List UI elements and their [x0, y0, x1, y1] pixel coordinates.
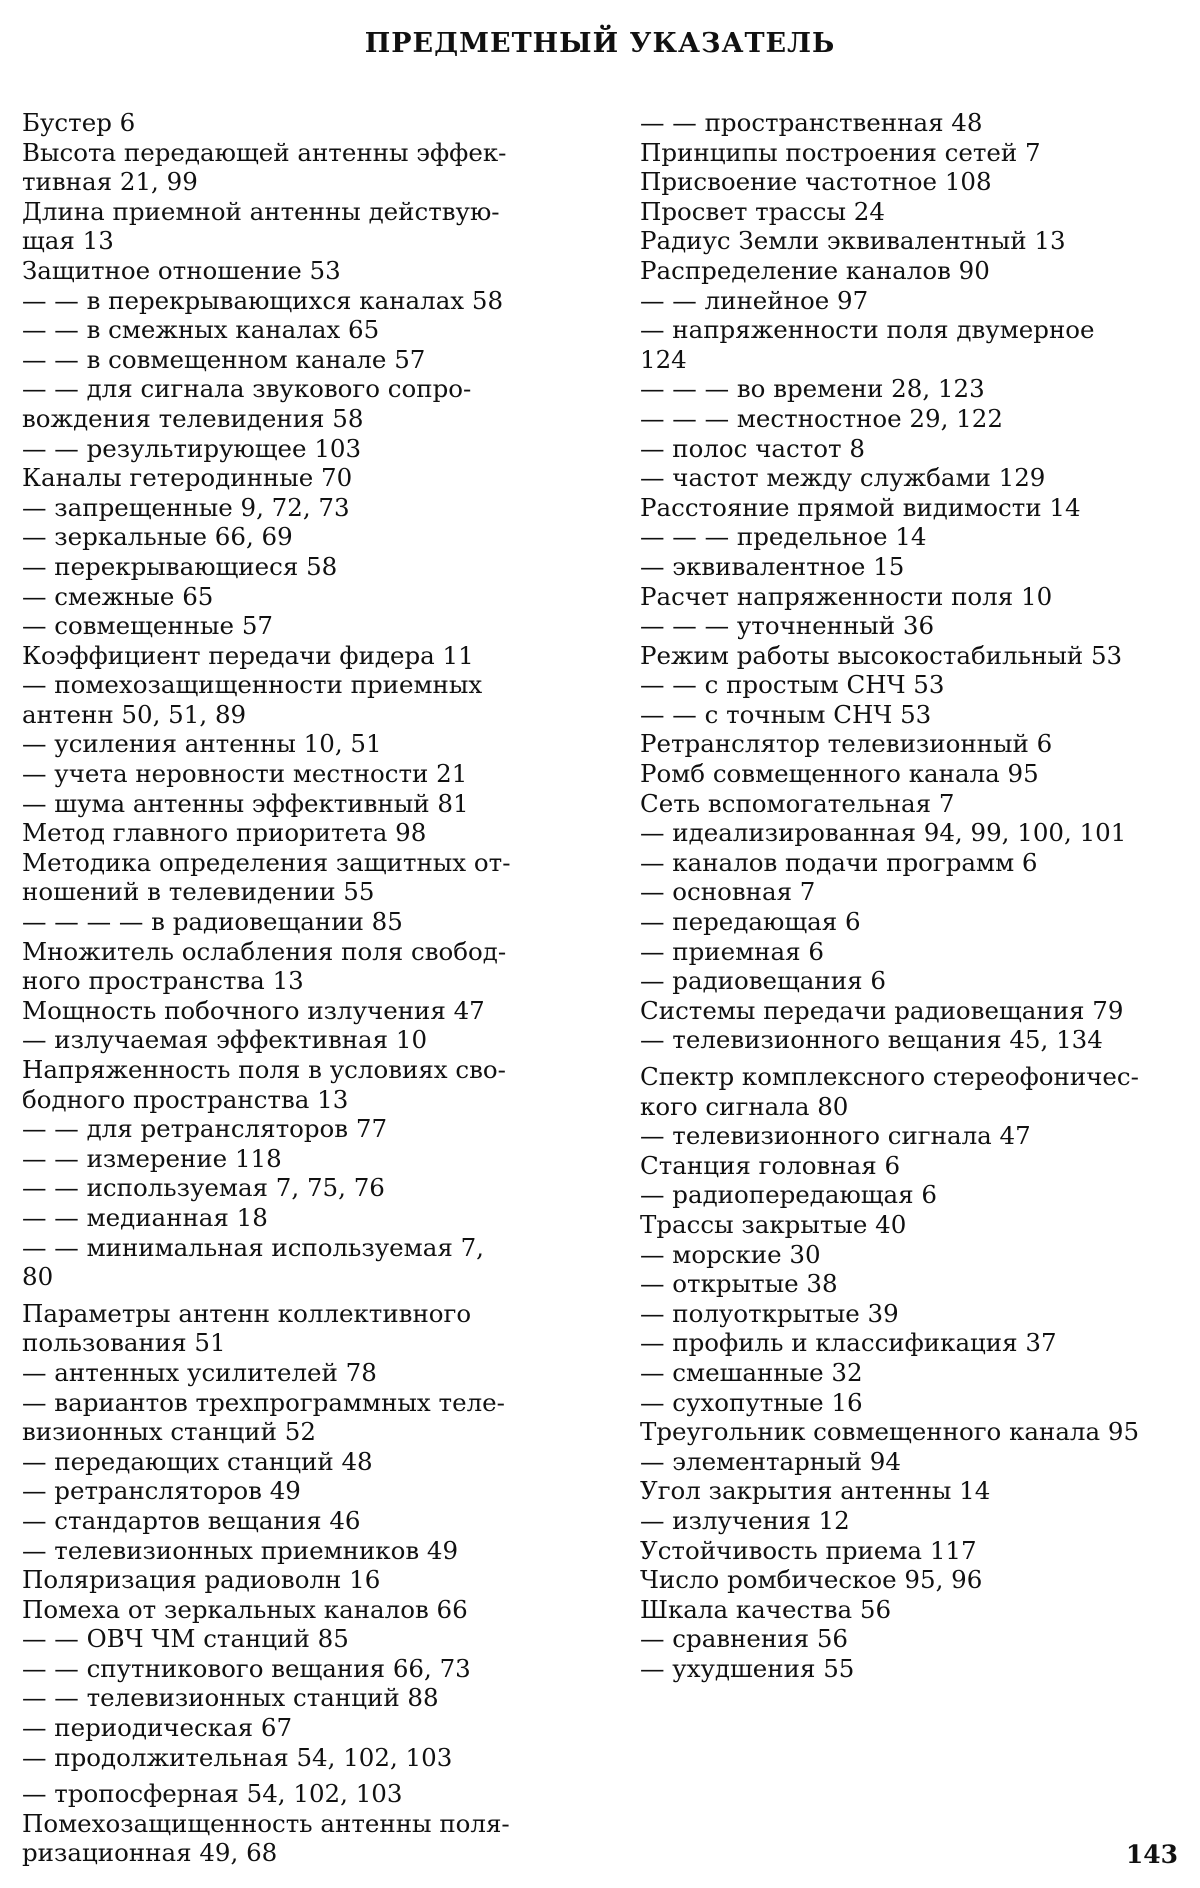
- index-entry: Ромб совмещенного канала 95: [640, 759, 1039, 789]
- index-entry: Параметры антенн коллективного: [22, 1298, 472, 1328]
- index-entry: — телевизионного вещания 45, 134: [640, 1025, 1103, 1055]
- index-entry: — — для ретрансляторов 77: [22, 1114, 388, 1144]
- index-entry: — телевизионного сигнала 47: [640, 1121, 1031, 1151]
- index-entry: — усиления антенны 10, 51: [22, 729, 382, 759]
- index-entry: — передающая 6: [640, 907, 861, 937]
- index-entry: Сеть вспомогательная 7: [640, 788, 955, 818]
- index-entry: Помехозащищенность антенны поля-: [22, 1808, 510, 1838]
- index-entry: — учета неровности местности 21: [22, 759, 468, 789]
- index-entry: — — — предельное 14: [640, 522, 927, 552]
- index-entry: — излучаемая эффективная 10: [22, 1025, 428, 1055]
- index-entry: Длина приемной антенны действую-: [22, 196, 500, 226]
- index-entry: — основная 7: [640, 877, 816, 907]
- index-entry: — перекрывающиеся 58: [22, 551, 338, 581]
- index-entry: 124: [640, 344, 687, 374]
- index-entry: Расчет напряженности поля 10: [640, 581, 1053, 611]
- index-entry: — смешанные 32: [640, 1357, 863, 1387]
- index-entry: — полос частот 8: [640, 433, 865, 463]
- index-entry: — смежные 65: [22, 581, 214, 611]
- index-entry: кого сигнала 80: [640, 1091, 849, 1121]
- index-entry: Трассы закрытые 40: [640, 1209, 907, 1239]
- index-entry: — — в перекрывающихся каналах 58: [22, 285, 504, 315]
- page-title: ПРЕДМЕТНЫЙ УКАЗАТЕЛЬ: [364, 28, 836, 59]
- index-entry: 80: [22, 1262, 54, 1292]
- index-entry: Высота передающей антенны эффек-: [22, 137, 507, 167]
- index-entry: — профиль и классификация 37: [640, 1328, 1057, 1358]
- index-entry: — радиопередающая 6: [640, 1180, 937, 1210]
- index-entry: — тропосферная 54, 102, 103: [22, 1779, 403, 1809]
- index-entry: — — в совмещенном канале 57: [22, 344, 426, 374]
- index-entry: — шума антенны эффективный 81: [22, 788, 469, 818]
- index-entry: — периодическая 67: [22, 1713, 293, 1743]
- index-entry: Бустер 6: [22, 108, 136, 137]
- index-column-left: [22, 108, 562, 1868]
- index-entry: — частот между службами 129: [640, 463, 1046, 493]
- index-entry: — каналов подачи программ 6: [640, 847, 1038, 877]
- index-entry: — радиовещания 6: [640, 966, 886, 996]
- index-entry: Устойчивость приема 117: [640, 1535, 977, 1565]
- index-entry: — напряженности поля двумерное: [640, 315, 1095, 345]
- index-entry: Расстояние прямой видимости 14: [640, 492, 1081, 522]
- index-entry: — — линейное 97: [640, 285, 869, 315]
- index-entry: Защитное отношение 53: [22, 255, 341, 285]
- index-entry: ношений в телевидении 55: [22, 877, 375, 907]
- index-entry: — — минимальная используемая 7,: [22, 1232, 484, 1262]
- index-entry: ризационная 49, 68: [22, 1838, 278, 1868]
- index-entry: — открытые 38: [640, 1269, 838, 1299]
- index-entry: — — медианная 18: [22, 1202, 268, 1232]
- index-entry: — ретрансляторов 49: [22, 1476, 301, 1506]
- index-entry: Ретранслятор телевизионный 6: [640, 729, 1053, 759]
- index-entry: Станция головная 6: [640, 1150, 901, 1180]
- index-entry: — морские 30: [640, 1239, 821, 1269]
- index-entry: Поляризация радиоволн 16: [22, 1565, 381, 1595]
- index-entry: Методика определения защитных от-: [22, 847, 511, 877]
- index-entry: — антенных усилителей 78: [22, 1357, 377, 1387]
- index-entry: Мощность побочного излучения 47: [22, 995, 485, 1025]
- index-entry: — — — — в радиовещании 85: [22, 907, 403, 937]
- index-entry: — — пространственная 48: [640, 108, 983, 137]
- index-entry: тивная 21, 99: [22, 167, 198, 197]
- index-entry: Радиус Земли эквивалентный 13: [640, 226, 1066, 256]
- index-entry: ного пространства 13: [22, 966, 304, 996]
- index-entry: — — спутникового вещания 66, 73: [22, 1653, 471, 1683]
- index-entry: Принципы построения сетей 7: [640, 137, 1041, 167]
- index-entry: бодного пространства 13: [22, 1084, 349, 1114]
- index-entry: — — используемая 7, 75, 76: [22, 1173, 385, 1203]
- index-entry: — — — уточненный 36: [640, 611, 935, 641]
- page-number: 143: [1125, 1840, 1178, 1869]
- index-entry: — сухопутные 16: [640, 1387, 863, 1417]
- index-entry: — — измерение 118: [22, 1143, 282, 1173]
- index-entry: Число ромбическое 95, 96: [640, 1565, 983, 1595]
- index-entry: Просвет трассы 24: [640, 196, 885, 226]
- index-entry: визионных станций 52: [22, 1417, 316, 1447]
- index-entry: — сравнения 56: [640, 1624, 848, 1654]
- index-entry: — — результирующее 103: [22, 433, 362, 463]
- index-entry: Каналы гетеродинные 70: [22, 463, 353, 493]
- index-entry: Спектр комплексного стереофоничес-: [640, 1062, 1139, 1091]
- index-entry: — элементарный 94: [640, 1446, 901, 1476]
- index-entry: Треугольник совмещенного канала 95: [640, 1417, 1140, 1447]
- index-entry: — приемная 6: [640, 936, 824, 966]
- index-entry: Помеха от зеркальных каналов 66: [22, 1594, 468, 1624]
- index-entry: — совмещенные 57: [22, 611, 274, 641]
- index-entry: щая 13: [22, 226, 114, 256]
- index-entry: вождения телевидения 58: [22, 403, 364, 433]
- index-entry: — — с точным СНЧ 53: [640, 699, 932, 729]
- index-entry: — излучения 12: [640, 1505, 850, 1535]
- index-entry: Множитель ослабления поля свобод-: [22, 936, 507, 966]
- index-entry: — — — во времени 28, 123: [640, 374, 985, 404]
- index-entry: пользования 51: [22, 1328, 226, 1358]
- index-entry: — — с простым СНЧ 53: [640, 670, 945, 700]
- index-entry: Напряженность поля в условиях сво-: [22, 1055, 506, 1084]
- index-entry: — ухудшения 55: [640, 1653, 855, 1683]
- index-entry: Режим работы высокостабильный 53: [640, 640, 1123, 670]
- index-entry: Шкала качества 56: [640, 1594, 892, 1624]
- index-entry: — идеализированная 94, 99, 100, 101: [640, 818, 1127, 848]
- index-entry: Системы передачи радиовещания 79: [640, 995, 1124, 1025]
- index-entry: — зеркальные 66, 69: [22, 522, 293, 552]
- index-entry: Метод главного приоритета 98: [22, 818, 427, 848]
- index-entry: — стандартов вещания 46: [22, 1505, 361, 1535]
- index-entry: — — телевизионных станций 88: [22, 1683, 439, 1713]
- index-entry: — помехозащищенности приемных: [22, 670, 483, 700]
- index-entry: антенн 50, 51, 89: [22, 699, 247, 729]
- index-entry: — — в смежных каналах 65: [22, 315, 380, 345]
- index-entry: — — для сигнала звукового сопро-: [22, 374, 472, 404]
- index-entry: Коэффициент передачи фидера 11: [22, 640, 474, 670]
- index-column-right: [640, 108, 1188, 1683]
- index-entry: Угол закрытия антенны 14: [640, 1476, 991, 1506]
- index-entry: — — — местностное 29, 122: [640, 403, 1003, 433]
- index-entry: Распределение каналов 90: [640, 255, 990, 285]
- index-entry: Присвоение частотное 108: [640, 167, 992, 197]
- index-entry: — передающих станций 48: [22, 1446, 373, 1476]
- index-entry: — вариантов трехпрограммных теле-: [22, 1387, 505, 1417]
- index-entry: — — ОВЧ ЧМ станций 85: [22, 1624, 349, 1654]
- index-entry: — эквивалентное 15: [640, 551, 905, 581]
- index-entry: — запрещенные 9, 72, 73: [22, 492, 350, 522]
- index-entry: — телевизионных приемников 49: [22, 1535, 459, 1565]
- index-entry: — продолжительная 54, 102, 103: [22, 1742, 453, 1772]
- index-entry: — полуоткрытые 39: [640, 1298, 899, 1328]
